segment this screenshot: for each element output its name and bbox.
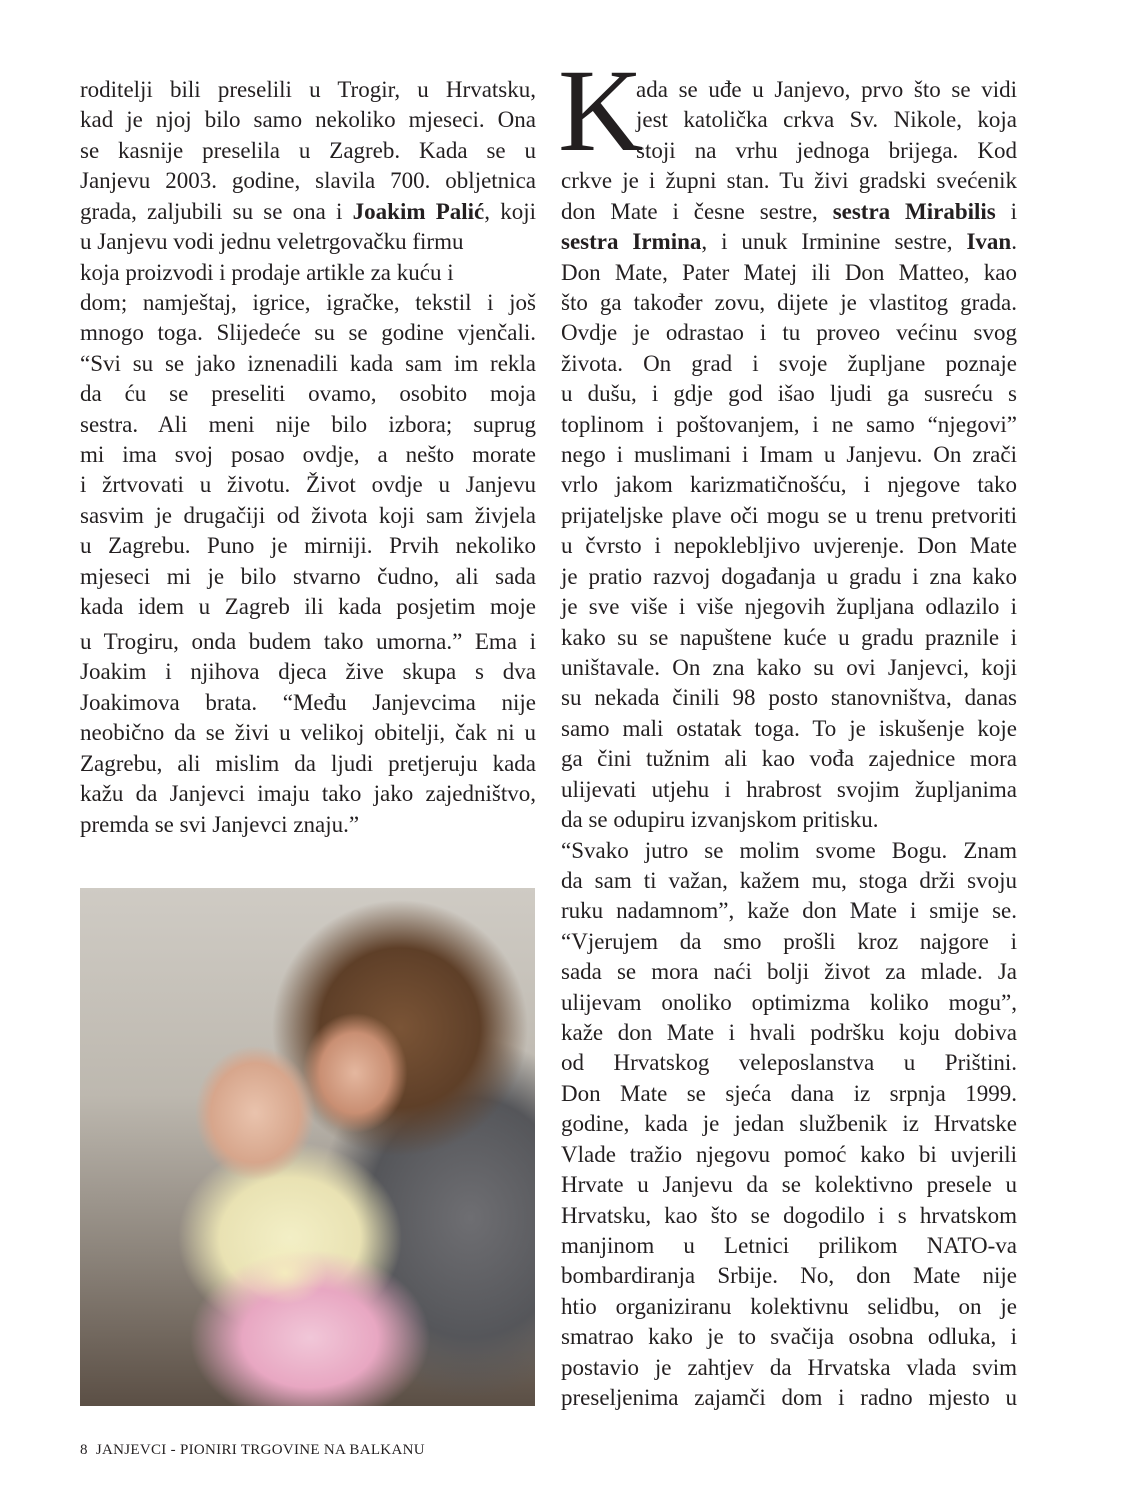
text-segment: , i unuk Irminine sestre, [701,229,967,254]
text-segment: ga čini tužnim ali kao vođa zajednice mora [561,746,1017,771]
text-line [561,501,1017,531]
text-segment: neobično da se živi u velikoj obitelji, čak ni u [80,720,536,745]
text-line [80,197,536,227]
text-line [561,1353,1017,1383]
text-segment: mi ima svoj posao ovdje, a nešto morate [80,442,536,467]
text-line [561,410,1017,440]
text-line [561,349,1017,379]
text-segment: , koji [484,199,536,224]
text-line [80,470,536,500]
text-segment: Don Mate, Pater Matej ili Don Matteo, kao [561,260,1017,285]
text-line [561,653,1017,683]
text-line [561,1109,1017,1139]
text-line [561,957,1017,987]
text-line [561,197,1017,227]
text-line [80,227,536,257]
bold-name: Joakim Palić [352,199,485,224]
text-segment: Don Mate se sjeća dana iz srpnja 1999. [561,1081,1017,1106]
text-segment: premda se svi Janjevci znaju.” [80,812,360,837]
text-segment: htio organiziranu kolektivnu selidbu, on je [561,1294,1017,1319]
text-segment: je sve više i više njegovih župljana odlazilo i [561,594,1017,619]
text-segment: od Hrvatskog veleposlanstva u Prištini. [561,1050,1017,1075]
text-line [561,988,1017,1018]
page-footer [80,1441,425,1459]
text-segment: Joakim i njihova djeca žive skupa s dva [80,659,536,684]
text-segment: postavio je zahtjev da Hrvatska vlada svim [561,1355,1017,1380]
text-line [561,623,1017,653]
text-line [561,440,1017,470]
text-segment: Zagrebu, ali mislim da ljudi pretjeruju kada [80,751,536,776]
text-line [80,718,536,748]
text-segment: ruku nadamnom”, kaže don Mate i smije se. [561,898,1017,923]
text-line [561,227,1017,257]
drop-cap: K [558,45,644,176]
text-segment: mjeseci mi je bilo stvarno čudno, ali sada [80,564,536,589]
text-segment: don Mate i česne sestre, [561,199,833,224]
text-segment: nego i muslimani i Imam u Janjevu. On zrači [561,442,1017,467]
text-segment: koja proizvodi i prodaje artikle za kuću i [80,260,454,285]
text-line [561,258,1017,288]
text-segment: u Trogiru, onda budem tako umorna.” Ema i [80,629,536,654]
text-segment: sada se mora naći bolji život za mlade. Ja [561,959,1017,984]
text-line [561,683,1017,713]
text-line [636,105,1017,135]
text-segment: ulijevam onoliko optimizma koliko mogu”, [561,990,1017,1015]
text-line [561,896,1017,926]
text-segment: smatrao kako je to svačija osobna odluka, i [561,1324,1017,1349]
text-segment: kažu da Janjevci imaju tako jako zajedništvo, [80,781,536,806]
text-line [561,379,1017,409]
text-line [80,810,536,840]
text-line [561,318,1017,348]
text-line [561,1140,1017,1170]
text-line [561,805,1017,835]
text-segment: i [995,199,1018,224]
text-segment: grada, zaljubili su se ona i [80,199,353,224]
text-segment: “Svi su se jako iznenadili kada sam im rekla [80,351,536,376]
text-line [80,657,536,687]
text-line [561,714,1017,744]
text-segment: u Janjevu vodi jednu veletrgovačku firmu [80,229,464,254]
text-line [80,410,536,440]
text-segment: toplinom i poštovanjem, i ne samo “njegovi” [561,412,1017,437]
text-line [80,627,536,657]
text-segment: sasvim je drugačiji od života koji sam živjela [80,503,536,528]
text-line [561,1322,1017,1352]
text-line [561,836,1017,866]
text-line [80,562,536,592]
text-line [561,744,1017,774]
text-segment: da sam ti važan, kažem mu, stoga drži svoju [561,868,1017,893]
text-segment: kaže don Mate i hvali podršku koju dobiva [561,1020,1017,1045]
text-segment: kada idem u Zagreb ili kada posjetim moje [80,594,536,619]
text-line [561,531,1017,561]
text-segment: roditelji bili preselili u Trogir, u Hrvatsku, [80,77,536,102]
photo-mother-kissing-baby [80,888,535,1406]
text-segment: Ovdje je odrastao i tu proveo većinu svog [561,320,1017,345]
text-line [80,440,536,470]
text-line [561,1048,1017,1078]
text-segment: “Vjerujem da smo prošli kroz najgore i [561,929,1017,954]
text-segment: vrlo jakom karizmatičnošću, i njegove tako [561,472,1017,497]
text-line [561,1170,1017,1200]
text-segment: preseljenima zajamči dom i radno mjesto u [561,1385,1017,1410]
text-line [561,1018,1017,1048]
text-line [80,779,536,809]
text-segment: manjinom u Letnici prilikom NATO-va [561,1233,1017,1258]
text-segment: je pratio razvoj događanja u gradu i zna kako [561,564,1017,589]
text-segment: života. On grad i svoje župljane poznaje [561,351,1017,376]
text-line [80,349,536,379]
page-number: 8 [80,1442,88,1458]
text-segment: . [1011,229,1017,254]
text-line [636,75,1017,105]
text-line [561,927,1017,957]
text-line [561,1079,1017,1109]
text-segment: dom; namještaj, igrice, igračke, tekstil i još [80,290,536,315]
text-line [80,288,536,318]
bold-name: Ivan [966,229,1012,254]
text-segment: prijateljske plave oči mogu se u trenu pretvoriti [561,503,1017,528]
text-segment: crkve je i župni stan. Tu živi gradski svećenik [561,168,1017,193]
text-line [80,318,536,348]
text-segment: godine, kada je jedan službenik iz Hrvatske [561,1111,1017,1136]
text-line [561,1292,1017,1322]
text-segment: uništavale. On zna kako su ovi Janjevci, koji [561,655,1017,680]
text-line [561,775,1017,805]
publication-title: JANJEVCI - PIONIRI TRGOVINE NA BALKANU [95,1442,425,1458]
text-segment: u Zagrebu. Puno je mirniji. Prvih nekoliko [80,533,536,558]
text-segment: ulijevati utjehu i hrabrost svojim župljanima [561,777,1017,802]
text-segment: Joakimova brata. “Među Janjevcima nije [80,690,536,715]
bold-name: sestra Mirabilis [832,199,996,224]
text-segment: jest katolička crkva Sv. Nikole, koja [636,107,1017,132]
text-line [561,1261,1017,1291]
text-segment: se kasnije preselila u Zagreb. Kada se u [80,138,536,163]
text-segment: da se odupiru izvanjskom pritisku. [561,807,879,832]
text-segment: Hrvate u Janjevu da se kolektivno presele u [561,1172,1017,1197]
text-segment: ada se uđe u Janjevo, prvo što se vidi [636,77,1017,102]
text-segment: samo mali ostatak toga. To je iskušenje koje [561,716,1017,741]
text-line [561,166,1017,196]
text-segment: sestra. Ali meni nije bilo izbora; suprug [80,412,536,437]
text-line [80,105,536,135]
text-segment: bombardiranja Srbije. No, don Mate nije [561,1263,1017,1288]
bold-name: sestra Irmina [561,229,702,254]
text-segment: mnogo toga. Slijedeće su se godine vjenčali. [80,320,536,345]
text-segment: kad je njoj bilo samo nekoliko mjeseci. Ona [80,107,536,132]
text-segment: su nekada činili 98 posto stanovništva, danas [561,685,1017,710]
text-line [80,75,536,105]
text-segment: kako su se napuštene kuće u gradu praznile i [561,625,1017,650]
text-line [80,592,536,622]
text-segment: da ću se preseliti ovamo, osobito moja [80,381,536,406]
text-line [561,288,1017,318]
text-line [80,379,536,409]
text-segment: u čvrsto i nepoklebljivo uvjerenje. Don Mate [561,533,1017,558]
text-segment: Hrvatsku, kao što se dogodilo i s hrvatskom [561,1203,1017,1228]
text-line [561,592,1017,622]
text-line [561,1231,1017,1261]
text-line [80,136,536,166]
text-segment: što ga također zovu, dijete je vlastitog grada. [561,290,1017,315]
text-line [561,1383,1017,1413]
text-segment: Vlade tražio njegovu pomoć kako bi uvjerili [561,1142,1017,1167]
text-line [80,258,536,288]
text-line [561,866,1017,896]
text-line [80,749,536,779]
text-line [80,501,536,531]
text-line [80,531,536,561]
text-segment: stoji na vrhu jednoga brijega. Kod [636,138,1017,163]
text-line [561,470,1017,500]
text-line [561,1201,1017,1231]
text-line [80,166,536,196]
text-segment: Janjevu 2003. godine, slavila 700. obljetnica [80,168,536,193]
text-line [561,562,1017,592]
text-line [80,688,536,718]
text-segment: u dušu, i gdje god išao ljudi ga susreću s [561,381,1017,406]
text-segment: i žrtvovati u životu. Život ovdje u Janjevu [80,472,536,497]
text-line [636,136,1017,166]
text-segment: “Svako jutro se molim svome Bogu. Znam [561,838,1017,863]
